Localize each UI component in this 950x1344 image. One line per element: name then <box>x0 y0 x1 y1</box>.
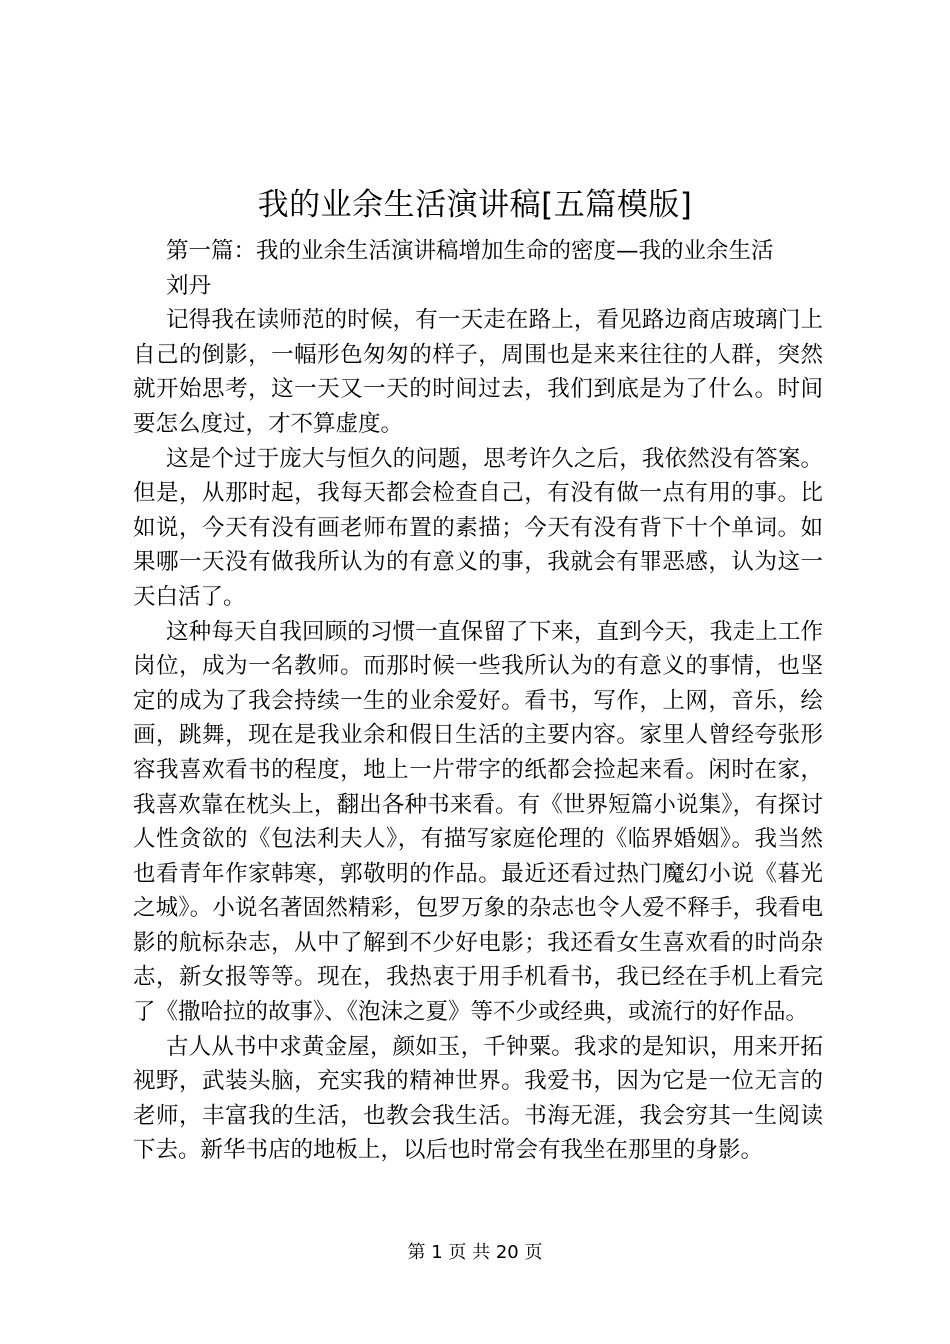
paragraph: 古人从书中求黄金屋，颜如玉，千钟粟。我求的是知识，用来开拓视野，武装头脑，充实我的精神世界。我爱书，因为它是一位无言的老师，丰富我的生活，也教会我生活。书海无涯，我会穷其一生阅读下去。新华书店的地板上，以后也时常会有我坐在那里的身影。 <box>133 1033 823 1164</box>
paragraph: 这种每天自我回顾的习惯一直保留了下来，直到今天，我走上工作岗位，成为一名教师。而那时候一些我所认为的有意义的事情，也坚定的成为了我会持续一生的业余爱好。看书，写作，上网，音乐，绘画，跳舞，现在是我业余和假日生活的主要内容。家里人曾经夸张形容我喜欢看书的程度，地上一片带字的纸都会捡起来看。闲时在家，我喜欢靠在枕头上，翻出各种书来看。有《世界短篇小说集》，有探讨人性贪欲的《包法利夫人》，有描写家庭伦理的《临界婚姻》。我当然也看青年作家韩寒，郭敬明的作品。最近还看过热门魔幻小说《暮光之城》。小说名著固然精彩，包罗万象的杂志也令人爱不释手，我看电影的航标杂志，从中了解到不少好电影；我还看女生喜欢看的时尚杂志，新女报等等。现在，我热衷于用手机看书，我已经在手机上看完了《撒哈拉的故事》、《泡沫之夏》等不少或经典，或流行的好作品。 <box>133 618 823 1026</box>
paragraph: 记得我在读师范的时候，有一天走在路上，看见路边商店玻璃门上自己的倒影，一幅形色匆匆的样子，周围也是来来往往的人群，突然就开始思考，这一天又一天的时间过去，我们到底是为了什么。时间要怎么度过，才不算虚度。 <box>133 307 823 437</box>
document-title: 我的业余生活演讲稿[五篇模版] <box>257 187 693 223</box>
section-heading: 第一篇：我的业余生活演讲稿增加生命的密度—我的业余生活 <box>166 238 774 264</box>
paragraph: 这是个过于庞大与恒久的问题，思考许久之后，我依然没有答案。但是，从那时起，我每天都会检查自己，有没有做一点有用的事。比如说，今天有没有画老师布置的素描；今天有没有背下十个单词。如果哪一天没有做我所认为的有意义的事，我就会有罪恶感，认为这一天白活了。 <box>133 445 823 610</box>
page-number-footer: 第 1 页 共 20 页 <box>407 1242 543 1263</box>
document-body <box>133 234 823 1168</box>
author-name: 刘丹 <box>166 272 212 299</box>
